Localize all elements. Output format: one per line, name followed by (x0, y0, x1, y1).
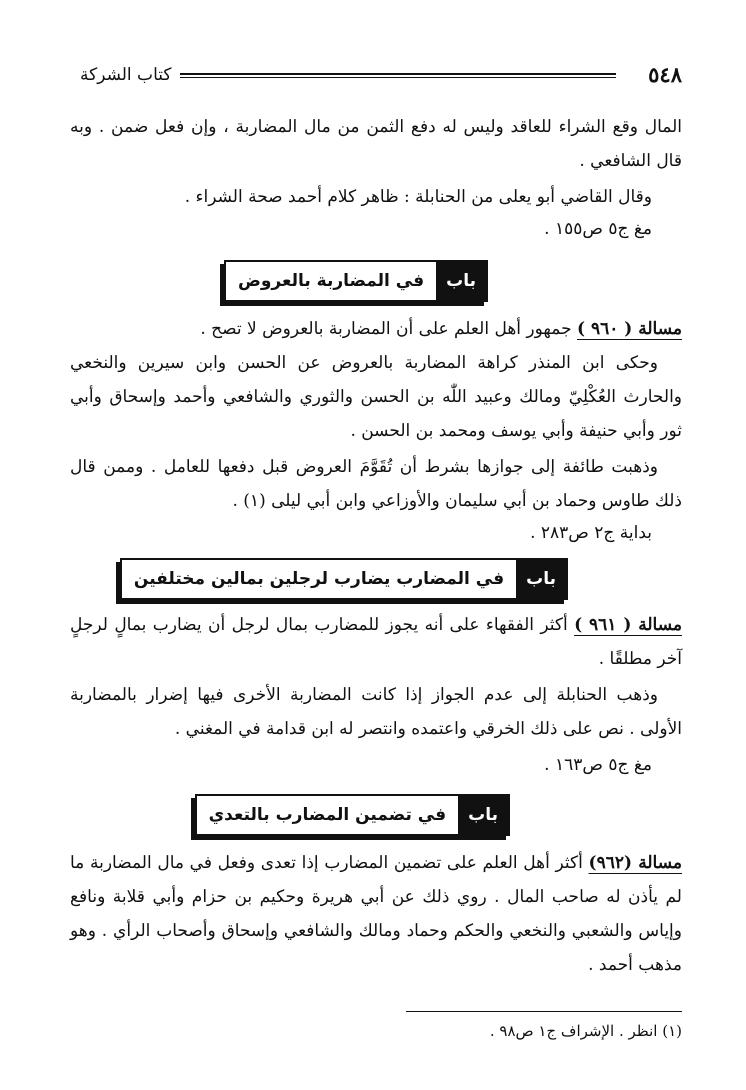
running-title: كتاب الشركة (80, 65, 172, 85)
section-banner (120, 558, 568, 600)
section-title: في المضاربة بالعروض (237, 271, 425, 291)
page-number: ٥٤٨ (648, 62, 682, 87)
bab-label: باب (458, 796, 508, 834)
intro-paragraph: المال وقع الشراء للعاقد وليس له دفع الثمن من مال المضاربة ، وإن فعل ضمن . وبه قال الشافعي . (70, 117, 682, 171)
qadi-quote: وقال القاضي أبو يعلى من الحنابلة : ظاهر كلام أحمد صحة الشراء . (184, 187, 652, 207)
header-rule (180, 73, 616, 78)
issue-paragraph (70, 312, 682, 346)
issue-text: جمهور أهل العلم على أن المضاربة بالعروض لا تصح . (200, 319, 572, 339)
issue-number: مسالة ( ٩٦١ ) (574, 615, 683, 635)
footnote: (١) انظر . الإشراف ج١ ص٩٨ . (489, 1022, 682, 1040)
issue-text: أكثر الفقهاء على أنه يجوز للمضارب بمال لرجل أن يضارب بمالٍ لرجلٍ آخر مطلقًا . (70, 615, 682, 669)
footnote-divider (406, 1011, 682, 1012)
source-reference: مغ ج٥ ص١٥٥ . (544, 219, 652, 239)
section-title: في تضمين المضارب بالتعدي (208, 805, 447, 825)
page-header (80, 62, 682, 88)
body-paragraph: وذهبت طائفة إلى جوازها بشرط أن تُقَوَّمَ العروض قبل دفعها للعامل . وممن قال ذلك طاوس وحماد بن أبي سليمان والأوزاعي وابن أبي ليلى (١) . (70, 457, 682, 511)
issue-number: مسالة ( ٩٦٠ ) (576, 319, 682, 339)
source-reference: بداية ج٢ ص٢٨٣ . (530, 523, 652, 543)
issue-paragraph (70, 846, 682, 982)
issue-paragraph (70, 608, 682, 676)
issue-text: أكثر أهل العلم على تضمين المضارب إذا تعدى وفعل في مال المضاربة ما لم يأذن له صاحب المال . روي ذلك عن أبي هريرة وحكيم بن حزام وأبي قلابة ونافع وإياس والشعبي والنخعي والحكم وحماد ومالك والشافعي وإسحاق وأصحاب الرأي . وهو مذهب أحمد . (70, 853, 682, 975)
section-banner (195, 794, 510, 836)
section-banner (224, 260, 488, 302)
source-reference: مغ ج٥ ص١٦٣ . (544, 755, 652, 775)
issue-number: مسالة (٩٦٢) (588, 853, 682, 873)
body-paragraph: وذهب الحنابلة إلى عدم الجواز إذا كانت المضاربة الأخرى فيها إضرار بالمضاربة الأولى . نص على ذلك الخرقي واعتمده وانتصر له ابن قدامة في المغني . (70, 685, 682, 739)
body-paragraph: وحكى ابن المنذر كراهة المضاربة بالعروض عن الحسن وابن سيرين والنخعي والحارث العُكْلِيّ ومالك وعبيد اللّٰه بن الحسن والثوري والشافعي وأحمد وإسحاق وأبي ثور وأبي حنيفة وأبي يوسف ومحمد بن الحسن . (70, 353, 682, 441)
bab-label: باب (436, 262, 486, 300)
section-title: في المضارب يضارب لرجلين بمالين مختلفين (133, 569, 505, 589)
bab-label: باب (516, 560, 566, 598)
